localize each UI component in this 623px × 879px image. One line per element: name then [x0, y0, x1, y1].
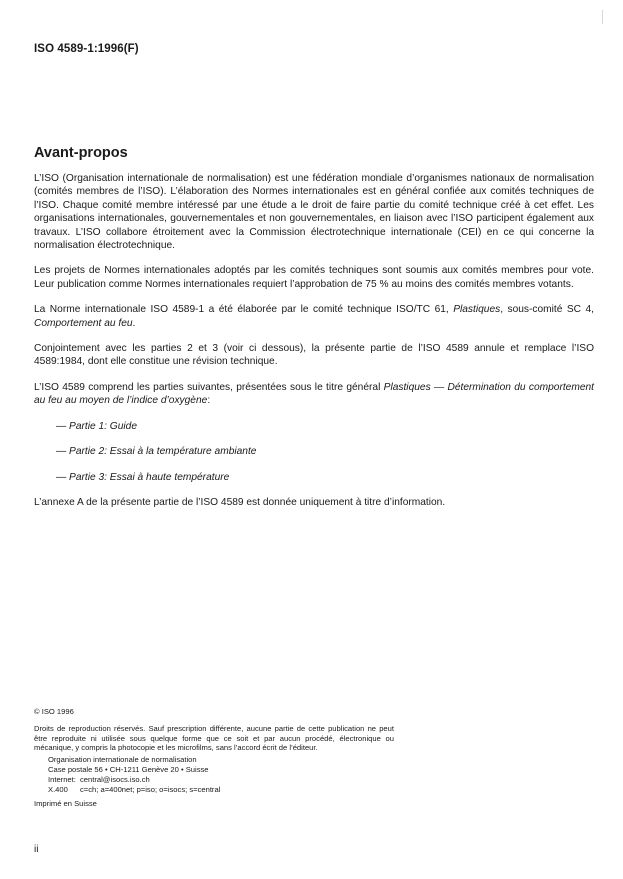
dash-mark: — — [56, 471, 67, 483]
x400-label: X.400 — [48, 784, 68, 794]
list-item — [56, 420, 594, 433]
copyright-notice: Droits de reproduction réservés. Sauf prescription différente, aucune partie de cette publication ne peut être reproduite ni utilisée sous quelque forme que ce soit et par aucun procédé, électronique ou mécanique, y compris la photocopie et les microfilms, sans l’accord écrit de l’éditeur. — [34, 723, 394, 753]
copyright-block — [34, 707, 394, 809]
part-label: Partie 2: Essai à la température ambiante — [69, 446, 257, 458]
paragraph-voting: Les projets de Normes internationales adoptés par les comités techniques sont soumis aux comités membres pour vote. Leur publication comme Normes internationales requiert l’approbation de 75 % au moins des comités membres votants. — [34, 265, 594, 290]
internet-address: central@isocs.iso.ch — [80, 774, 150, 784]
parts-list — [34, 420, 594, 484]
paragraph-iso-description: L’ISO (Organisation internationale de normalisation) est une fédération mondiale d’organismes nationaux de normalisation (comités membres de l’ISO). L’élaboration des Normes internationales est en général confiée aux comités techniques de l’ISO. Chaque comité membre intéressé par une étude a le droit de faire partie du comité technique créé à cet effet. Les organisations internationales, gouvernementales et non gouvernementales, en liaison avec l’ISO participent également aux travaux. L’ISO collabore étroitement avec la Commission électrotechnique internationale (CEI) en ce qui concerne la normalisation électrotechnique. — [34, 173, 594, 252]
copyright-line: © ISO 1996 — [34, 707, 74, 716]
list-item — [56, 445, 594, 458]
printed-in: Imprimé en Suisse — [34, 799, 97, 809]
subcommittee-name: Comportement au feu — [34, 317, 133, 329]
scan-edge-mark — [602, 10, 603, 24]
organization-name: Organisation internationale de normalisation — [48, 755, 197, 765]
committee-name: Plastiques — [453, 304, 501, 316]
paragraph-committee: La Norme internationale ISO 4589-1 a été élaborée par le comité technique ISO/TC 61, Plastiques, sous-comité SC 4, Comportement au feu. — [34, 304, 594, 329]
dash-mark: — — [56, 420, 67, 432]
internet-label: Internet: — [48, 774, 76, 784]
list-item — [56, 471, 594, 484]
paragraph-parts-intro: L’ISO 4589 comprend les parties suivantes, présentées sous le titre général Plastiques — Détermination du comportement au feu au moyen de l’indice d’oxygène: — [34, 381, 594, 407]
page-number: ii — [34, 844, 39, 855]
paragraph-revision: Conjointement avec les parties 2 et 3 (voir ci dessous), la présente partie de l’ISO 4589 annule et remplace l’ISO 4589:1984, dont elle constitue une révision technique. — [34, 343, 594, 368]
section-title: Avant-propos — [34, 145, 128, 161]
standard-id-header: ISO 4589-1:1996(F) — [34, 43, 139, 55]
foreword-body — [34, 172, 594, 521]
part-label: Partie 1: Guide — [69, 420, 137, 432]
publisher-address — [48, 755, 394, 794]
paragraph-annex: L’annexe A de la présente partie de l’ISO 4589 est donnée uniquement à titre d’information. — [34, 496, 446, 508]
x400-address: c=ch; a=400net; p=iso; o=isocs; s=central — [80, 784, 221, 794]
part-label: Partie 3: Essai à haute température — [69, 471, 230, 483]
dash-mark: — — [56, 446, 67, 458]
internet-row — [48, 775, 394, 785]
x400-row — [48, 785, 394, 795]
general-title: Plastiques — Détermination du comportement au feu au moyen de l’indice d’oxygène — [34, 381, 594, 407]
postal-address: Case postale 56 • CH-1211 Genève 20 • Suisse — [48, 764, 209, 774]
